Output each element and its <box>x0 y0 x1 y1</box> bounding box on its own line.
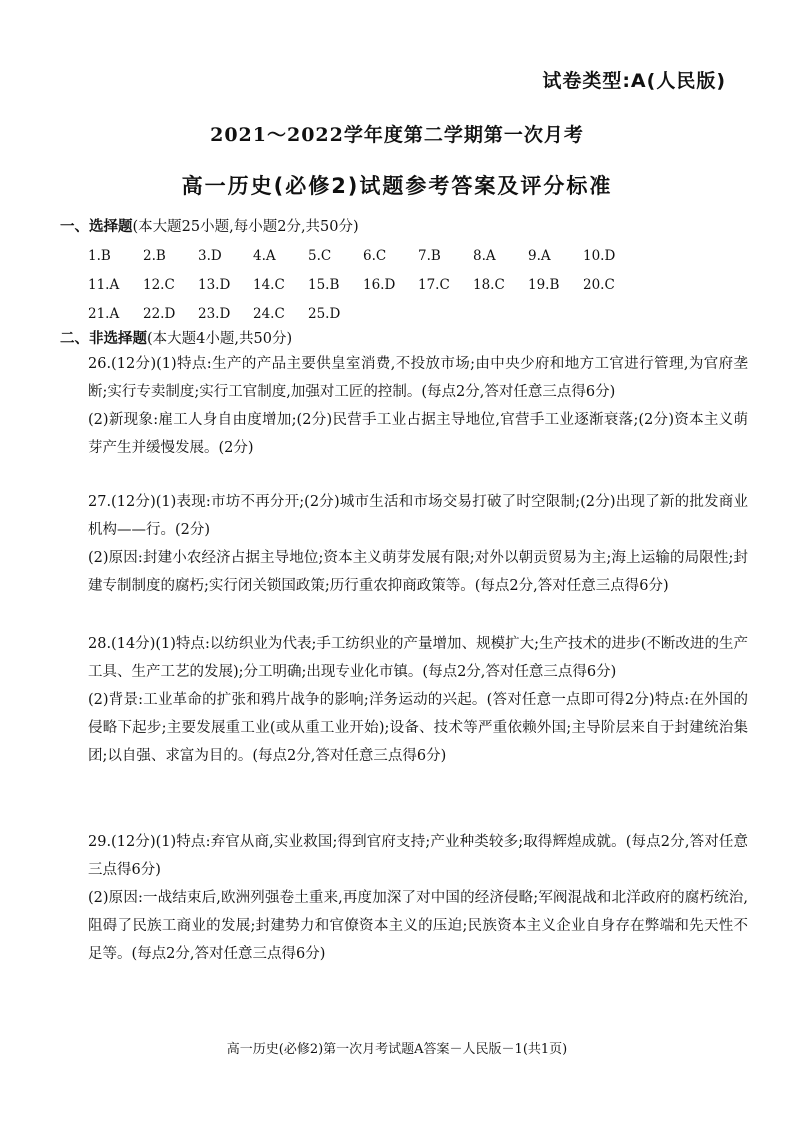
answer-item: 5.C <box>308 248 332 264</box>
answer-item: 25.D <box>308 306 341 322</box>
answer-row <box>88 242 638 271</box>
answer-item: 17.C <box>418 277 450 293</box>
answer-item: 10.D <box>583 248 616 264</box>
answer-item: 4.A <box>253 248 276 264</box>
answer-item: 16.D <box>363 277 396 293</box>
answer-item: 11.A <box>88 277 120 293</box>
question-28-part1: 28.(14分)(1)特点:以纺织业为代表;手工纺织业的产量增加、规模扩大;生产技术的进步(不断改进的生产工具、生产工艺的发展);分工明确;出现专业化市镇。(每点2分,答对任意三点得6分) <box>88 636 748 680</box>
section1-note: (本大题25小题,每小题2分,共50分) <box>132 219 359 235</box>
page-footer: 高一历史(必修2)第一次月考试题A答案－人民版－1(共1页) <box>226 1042 568 1057</box>
answer-item: 15.B <box>308 277 340 293</box>
section2-heading <box>60 327 292 348</box>
exam-title: 2021～2022学年度第二学期第一次月考 <box>210 124 584 146</box>
question-29 <box>88 828 748 968</box>
question-28-part2: (2)背景:工业革命的扩张和鸦片战争的影响;洋务运动的兴起。(答对任意一点即可得2分)特点:在外国的侵略下起步;主要发展重工业(或从重工业开始);设备、技术等严重依赖外国;主导阶层来自于封建统治集团;以自强、求富为目的。(每点2分,答对任意三点得6分) <box>88 692 748 764</box>
answer-item: 24.C <box>253 306 285 322</box>
answer-item: 3.D <box>198 248 222 264</box>
section1-title: 一、选择题 <box>60 219 133 235</box>
question-27-part2: (2)原因:封建小农经济占据主导地位;资本主义萌芽发展有限;对外以朝贡贸易为主;海上运输的局限性;封建专制制度的腐朽;实行闭关锁国政策;历行重农抑商政策等。(每点2分,答对任意三点得6分) <box>88 550 748 594</box>
section1-heading <box>60 215 359 236</box>
question-26-part2: (2)新现象:雇工人身自由度增加;(2分)民营手工业占据主导地位,官营手工业逐渐衰落;(2分)资本主义萌芽产生并缓慢发展。(2分) <box>88 412 748 456</box>
answer-item: 8.A <box>473 248 496 264</box>
question-27-part1: 27.(12分)(1)表现:市坊不再分开;(2分)城市生活和市场交易打破了时空限制;(2分)出现了新的批发商业机构——行。(2分) <box>88 494 748 538</box>
section2-note: (本大题4小题,共50分) <box>147 331 293 347</box>
answer-item: 18.C <box>473 277 505 293</box>
answer-key-title: 高一历史(必修2)试题参考答案及评分标准 <box>181 174 613 198</box>
answer-item: 2.B <box>143 248 166 264</box>
answer-item: 13.D <box>198 277 231 293</box>
question-29-part1: 29.(12分)(1)特点:弃官从商,实业救国;得到官府支持;产业种类较多;取得辉煌成就。(每点2分,答对任意三点得6分) <box>88 834 748 878</box>
paper-type-label: 试卷类型:A(人民版) <box>542 70 726 92</box>
answer-item: 12.C <box>143 277 175 293</box>
answer-item: 22.D <box>143 306 176 322</box>
question-26-part1: 26.(12分)(1)特点:生产的产品主要供皇室消费,不投放市场;由中央少府和地方工官进行管理,为官府垄断;实行专卖制度;实行工官制度,加强对工匠的控制。(每点2分,答对任意三点得6分) <box>88 356 748 400</box>
answer-item: 7.B <box>418 248 441 264</box>
answer-item: 23.D <box>198 306 231 322</box>
question-28 <box>88 630 748 770</box>
answer-item: 19.B <box>528 277 560 293</box>
answer-row <box>88 300 638 329</box>
answer-item: 6.C <box>363 248 387 264</box>
answer-item: 14.C <box>253 277 285 293</box>
answer-item: 9.A <box>528 248 551 264</box>
question-26 <box>88 350 748 462</box>
answer-item: 21.A <box>88 306 120 322</box>
multiple-choice-answers <box>88 242 638 329</box>
answer-row <box>88 271 638 300</box>
section2-title: 二、非选择题 <box>60 331 147 347</box>
answer-item: 1.B <box>88 248 111 264</box>
answer-item: 20.C <box>583 277 615 293</box>
question-27 <box>88 488 748 600</box>
question-29-part2: (2)原因:一战结束后,欧洲列强卷土重来,再度加深了对中国的经济侵略;军阀混战和北洋政府的腐朽统治,阻碍了民族工商业的发展;封建势力和官僚资本主义的压迫;民族资本主义企业自身存在弊端和先天性不足等。(每点2分,答对任意三点得6分) <box>88 890 748 962</box>
